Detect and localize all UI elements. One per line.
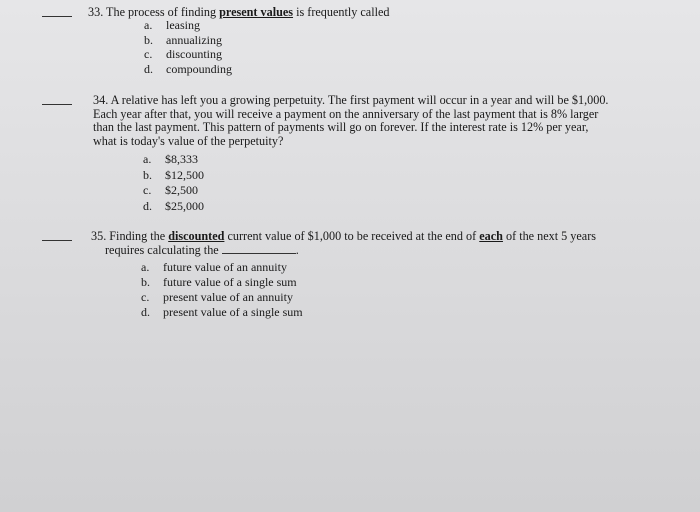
option-text: present value of an annuity bbox=[163, 290, 293, 304]
q35-text-1: 35. Finding the bbox=[91, 229, 169, 243]
q35-fill-blank[interactable] bbox=[222, 243, 296, 254]
answer-blank-33[interactable] bbox=[42, 16, 72, 17]
option-text: present value of a single sum bbox=[163, 305, 303, 319]
question-33-options bbox=[144, 18, 232, 76]
q33-text-end: is frequently called bbox=[293, 5, 390, 19]
q35-line-2 bbox=[91, 243, 596, 257]
q34-line-4: what is today's value of the perpetuity? bbox=[93, 133, 284, 148]
option-letter: c. bbox=[144, 47, 153, 61]
answer-blank-35[interactable] bbox=[42, 240, 72, 241]
q35-text-2: current value of $1,000 to be received at the end of bbox=[224, 229, 480, 243]
option-letter: a. bbox=[144, 18, 153, 32]
option-text: future value of a single sum bbox=[163, 275, 297, 289]
q33-option-d[interactable] bbox=[144, 62, 232, 77]
q35-text-3: of the next 5 years bbox=[502, 229, 597, 243]
option-text: compounding bbox=[166, 61, 232, 76]
q35-option-d[interactable] bbox=[141, 305, 303, 320]
q33-option-a[interactable] bbox=[144, 18, 232, 33]
option-letter: a. bbox=[143, 152, 152, 166]
q35-option-b[interactable] bbox=[141, 275, 303, 290]
question-33 bbox=[88, 6, 389, 19]
option-letter: d. bbox=[143, 198, 152, 213]
option-letter: d. bbox=[144, 61, 153, 76]
q34-option-c[interactable] bbox=[143, 183, 204, 199]
option-letter: d. bbox=[141, 305, 150, 319]
option-letter: c. bbox=[143, 183, 152, 197]
question-34-options bbox=[143, 152, 204, 214]
option-text: $25,000 bbox=[165, 198, 204, 213]
q34-line-2: Each year after that, you will receive a payment on the anniversary of the last payment that is 8% larger bbox=[93, 106, 599, 121]
q34-option-d[interactable] bbox=[143, 199, 204, 215]
q35-text-4: requires calculating the bbox=[105, 243, 219, 257]
q35-option-a[interactable] bbox=[141, 260, 303, 275]
q35-period: . bbox=[295, 243, 299, 257]
question-34 bbox=[93, 94, 608, 148]
option-letter: a. bbox=[141, 260, 150, 274]
q33-text-start: 33. The process of finding bbox=[88, 5, 220, 19]
option-text: annualizing bbox=[166, 32, 222, 47]
question-35 bbox=[91, 229, 596, 257]
option-text: $2,500 bbox=[165, 183, 198, 197]
option-text: discounting bbox=[166, 47, 222, 61]
option-letter: b. bbox=[143, 167, 152, 182]
option-text: $12,500 bbox=[165, 167, 204, 182]
option-text: $8,333 bbox=[165, 152, 198, 166]
q35-underlined-discounted: discounted bbox=[168, 229, 225, 243]
option-text: future value of an annuity bbox=[163, 260, 287, 274]
q35-option-c[interactable] bbox=[141, 290, 303, 305]
option-letter: b. bbox=[144, 32, 153, 47]
q34-line-3: than the last payment. This pattern of payments will go on forever. If the interest rate is 12% per year, bbox=[93, 120, 589, 134]
answer-blank-34[interactable] bbox=[42, 104, 72, 105]
q34-line-1: 34. A relative has left you a growing perpetuity. The first payment will occur in a year and will be $1,000. bbox=[93, 93, 609, 107]
q33-option-b[interactable] bbox=[144, 33, 232, 48]
option-text: leasing bbox=[166, 18, 200, 32]
q34-option-b[interactable] bbox=[143, 168, 204, 184]
q33-underlined: present values bbox=[219, 5, 294, 19]
q33-option-c[interactable] bbox=[144, 47, 232, 62]
question-33-stem bbox=[88, 6, 389, 19]
question-35-options bbox=[141, 260, 303, 320]
q34-option-a[interactable] bbox=[143, 152, 204, 168]
q35-underlined-each: each bbox=[479, 229, 503, 243]
q35-line-1 bbox=[91, 229, 596, 243]
option-letter: b. bbox=[141, 275, 150, 289]
option-letter: c. bbox=[141, 290, 150, 304]
